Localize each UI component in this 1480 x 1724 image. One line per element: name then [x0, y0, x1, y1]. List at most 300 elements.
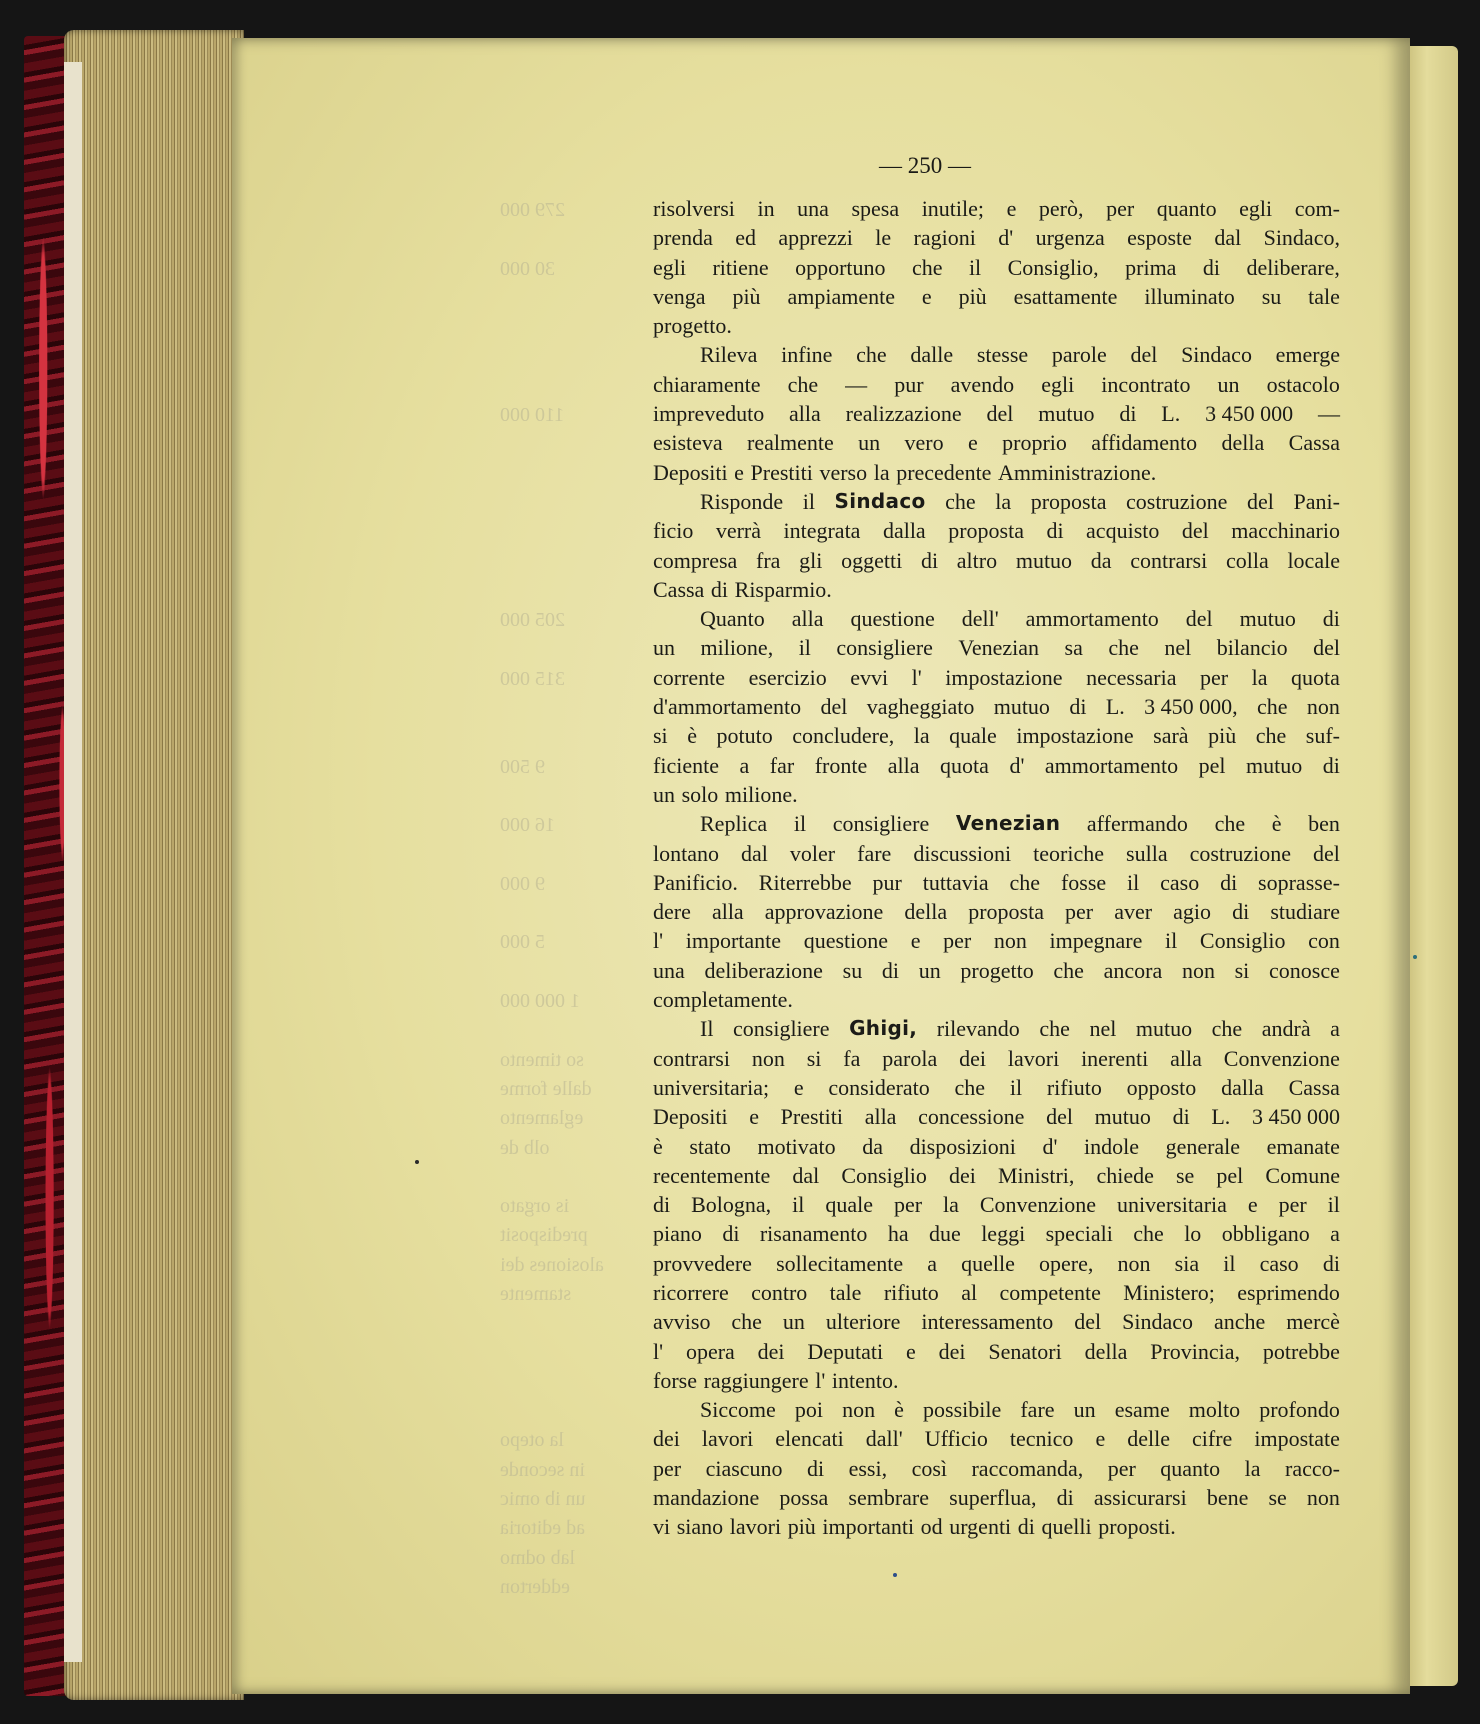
- next-page-edge: [1410, 46, 1458, 1686]
- word: a: [1330, 1221, 1340, 1247]
- word: nel: [1164, 635, 1192, 661]
- word: non: [842, 1397, 876, 1423]
- text-line: [653, 663, 1340, 692]
- word: urgenza: [1035, 225, 1105, 251]
- word: realmente: [747, 430, 834, 456]
- word: il: [1165, 928, 1178, 954]
- word: il: [1327, 1192, 1340, 1218]
- word: Rileva: [700, 342, 758, 368]
- word: voler: [789, 840, 836, 866]
- word: più: [732, 283, 761, 309]
- word: L.: [1161, 401, 1181, 427]
- word: nel: [1089, 1016, 1117, 1042]
- word: forse: [653, 1367, 697, 1393]
- word: 3 450 000,: [1144, 694, 1238, 720]
- word: dal: [1214, 225, 1242, 251]
- word: di: [881, 957, 900, 983]
- word: quelle: [961, 1250, 1015, 1276]
- text-line: [653, 1337, 1340, 1366]
- text-line: [653, 399, 1340, 428]
- word: prenda: [653, 225, 713, 251]
- word: tecnico: [1009, 1426, 1074, 1452]
- word: Cassa: [1288, 1074, 1340, 1100]
- word: del: [1247, 488, 1274, 514]
- word: anche: [1213, 1309, 1266, 1335]
- word: quanto: [1156, 196, 1217, 221]
- word: lavori: [729, 1514, 782, 1540]
- word: che: [1133, 1221, 1164, 1247]
- word: Risparmio.: [734, 576, 832, 602]
- word: ammortamento: [1025, 606, 1159, 632]
- word: quelli: [1041, 1514, 1092, 1540]
- flyleaf: [64, 62, 82, 1662]
- word: impostazione: [1016, 723, 1134, 749]
- word: obbligano: [1221, 1221, 1310, 1247]
- word: importante: [685, 928, 782, 954]
- word: il: [1127, 869, 1140, 895]
- word: e: [1247, 1192, 1258, 1218]
- word: Ufficio: [924, 1426, 988, 1452]
- text-line: [653, 1249, 1340, 1278]
- text-line: [653, 1424, 1340, 1453]
- word: indole: [1084, 1133, 1139, 1159]
- text-line: [653, 546, 1340, 575]
- word: esame: [1114, 1397, 1170, 1423]
- word: del: [820, 694, 848, 720]
- word: la: [995, 488, 1012, 514]
- word: con: [1308, 928, 1340, 954]
- text-line: [653, 575, 1340, 604]
- word: consigliere: [836, 635, 933, 661]
- word: non: [751, 1045, 785, 1071]
- word: Provincia,: [1150, 1338, 1241, 1364]
- word: rilevando: [936, 1016, 1020, 1042]
- word: ben: [1308, 811, 1340, 837]
- word: motivato: [757, 1133, 836, 1159]
- word: del: [1185, 606, 1213, 632]
- word: da: [1090, 547, 1112, 573]
- word: sia: [1174, 1250, 1200, 1276]
- ink-spot: [893, 1573, 897, 1577]
- word: della: [1221, 430, 1265, 456]
- word: di: [1119, 401, 1137, 427]
- word: intento.: [831, 1367, 899, 1393]
- word: contrarsi: [1130, 547, 1208, 573]
- text-line: [653, 1190, 1340, 1219]
- word: dell': [961, 606, 999, 632]
- word: provvedere: [653, 1250, 752, 1276]
- word: fronte: [814, 752, 868, 778]
- word: venga: [653, 283, 706, 309]
- word: potuto: [716, 723, 773, 749]
- word: di: [1202, 254, 1221, 280]
- word: dere: [653, 899, 691, 925]
- word: piano: [653, 1221, 702, 1247]
- word: concessione: [918, 1104, 1025, 1130]
- text-line: [653, 194, 1340, 223]
- word: soprasse-: [1258, 869, 1340, 895]
- word: illuminato: [1144, 283, 1235, 309]
- word: mutuo: [993, 694, 1050, 720]
- word: quota: [940, 752, 989, 778]
- word: risanamento: [759, 1221, 868, 1247]
- word: apprezzi: [778, 225, 853, 251]
- text-line: [653, 1073, 1340, 1102]
- word: del: [1313, 635, 1340, 661]
- text-line: [653, 516, 1340, 545]
- word: dei: [653, 1426, 680, 1452]
- page-number: — 250 —: [879, 153, 971, 178]
- word: il: [793, 811, 807, 837]
- word: consigliere: [733, 1016, 830, 1042]
- word: a: [1330, 1016, 1340, 1042]
- word: verrà: [715, 518, 761, 544]
- text-line: [653, 985, 1340, 1014]
- word: e: [1006, 196, 1017, 221]
- word: un: [653, 781, 675, 807]
- word: della: [904, 899, 948, 925]
- word: del: [1074, 1309, 1102, 1335]
- word: recentemente: [653, 1162, 771, 1188]
- word: Sindaco: [834, 488, 926, 513]
- word: Consiglio: [841, 1162, 927, 1188]
- word: quota: [1291, 664, 1340, 690]
- word: ulteriore: [825, 1309, 901, 1335]
- word: e: [1095, 1426, 1106, 1452]
- word: l': [653, 928, 664, 954]
- word: ricorrere: [653, 1279, 729, 1305]
- word: però,: [1038, 196, 1084, 221]
- word: Ghigi,: [849, 1016, 918, 1041]
- word: emanate: [1266, 1133, 1340, 1159]
- word: proposti.: [1098, 1514, 1176, 1540]
- word: fare: [857, 840, 892, 866]
- text-line: [653, 458, 1340, 487]
- word: inerenti: [1081, 1045, 1149, 1071]
- word: dei: [757, 1338, 785, 1364]
- word: ritiene: [712, 254, 769, 280]
- word: deliberazione: [704, 957, 823, 983]
- ink-spot: [1413, 955, 1417, 959]
- word: avendo: [950, 371, 1015, 397]
- word: un: [858, 430, 881, 456]
- word: evvi: [850, 664, 889, 690]
- word: corrente: [653, 664, 726, 690]
- word: Sindaco,: [1263, 225, 1340, 251]
- word: sollecitamente: [776, 1250, 904, 1276]
- word: di: [722, 1221, 740, 1247]
- text-line: [653, 311, 1340, 340]
- word: pel: [1216, 1162, 1244, 1188]
- text-line: [653, 223, 1340, 252]
- word: non: [1306, 694, 1340, 720]
- text-line: [653, 809, 1340, 838]
- word: pur: [872, 869, 902, 895]
- word: affidamento: [1091, 430, 1198, 456]
- word: e: [910, 928, 921, 954]
- word: è: [653, 1133, 663, 1159]
- word: acquisto: [1086, 518, 1160, 544]
- word: universitaria: [1116, 1192, 1227, 1218]
- word: che: [1255, 723, 1287, 749]
- word: precedente: [896, 459, 992, 485]
- word: suf-: [1305, 723, 1340, 749]
- word: ha: [887, 1221, 909, 1247]
- word: L.: [1211, 1104, 1231, 1130]
- word: L.: [1105, 694, 1125, 720]
- word: proposta: [968, 899, 1044, 925]
- word: alla: [711, 899, 744, 925]
- word: della: [1084, 1338, 1128, 1364]
- word: un: [653, 635, 675, 661]
- text-line: [653, 1219, 1340, 1248]
- word: che: [954, 1074, 986, 1100]
- word: così: [911, 1455, 948, 1481]
- word: che: [856, 342, 887, 368]
- word: e: [734, 459, 744, 485]
- word: a: [739, 752, 750, 778]
- word: e: [967, 430, 978, 456]
- word: agio: [1173, 899, 1212, 925]
- word: raccomanda,: [971, 1455, 1084, 1481]
- word: Quanto: [700, 606, 765, 632]
- word: chiaramente: [653, 371, 761, 397]
- word: pur: [894, 371, 924, 397]
- word: ampiamente: [787, 283, 895, 309]
- word: racco-: [1285, 1455, 1340, 1481]
- word: proposta: [948, 518, 1024, 544]
- word: affermando: [1086, 811, 1188, 837]
- word: di: [807, 1455, 825, 1481]
- word: che: [1039, 1016, 1070, 1042]
- word: un: [1217, 371, 1240, 397]
- word: di: [920, 547, 939, 573]
- word: questione: [803, 928, 889, 954]
- word: mutuo: [1246, 752, 1303, 778]
- word: verso: [819, 459, 868, 485]
- word: Prestiti: [780, 1104, 844, 1130]
- word: quale: [949, 723, 997, 749]
- word: ficiente: [653, 752, 719, 778]
- word: per: [1107, 1455, 1136, 1481]
- word: che: [1108, 635, 1139, 661]
- word: interessamento: [921, 1309, 1054, 1335]
- word: per: [893, 1192, 923, 1218]
- word: di: [1322, 606, 1340, 632]
- word: del: [986, 401, 1014, 427]
- word: da: [862, 1133, 883, 1159]
- word: alla: [791, 606, 824, 632]
- word: inutile;: [921, 196, 985, 221]
- word: necessaria: [1086, 664, 1177, 690]
- word: Sindaco: [1181, 342, 1252, 368]
- word: locale: [1287, 547, 1340, 573]
- word: di: [1069, 694, 1087, 720]
- word: parola: [882, 1045, 938, 1071]
- word: sa: [1064, 635, 1083, 661]
- word: per: [943, 928, 972, 954]
- word: di: [1322, 752, 1340, 778]
- word: che: [911, 254, 943, 280]
- word: ciascuno: [705, 1455, 783, 1481]
- word: impreveduto: [653, 401, 765, 427]
- word: esattamente: [1013, 283, 1118, 309]
- word: costruzione: [1126, 488, 1228, 514]
- word: Venezian: [958, 635, 1040, 661]
- word: per: [1106, 196, 1135, 221]
- word: dalla: [882, 518, 926, 544]
- word: realizzazione: [845, 401, 962, 427]
- word: di: [1232, 899, 1250, 925]
- word: su: [1261, 283, 1282, 309]
- word: al: [961, 1279, 978, 1305]
- word: mandazione: [653, 1485, 760, 1511]
- word: integrata: [783, 518, 861, 544]
- word: Consiglio,: [1007, 254, 1099, 280]
- word: Pani-: [1293, 488, 1340, 514]
- word: un: [1073, 1397, 1096, 1423]
- word: sulla: [1126, 840, 1168, 866]
- word: assicurarsi: [1093, 1485, 1187, 1511]
- page-stack-edges: [64, 30, 244, 1700]
- word: dei: [959, 1045, 986, 1071]
- word: discussioni: [913, 840, 1012, 866]
- word: Riterrebbe: [758, 869, 852, 895]
- word: Replica: [700, 811, 768, 837]
- word: raggiungere: [703, 1367, 809, 1393]
- word: profondo: [1259, 1397, 1340, 1423]
- word: poi: [794, 1397, 823, 1423]
- word: il: [1009, 1074, 1023, 1100]
- text-line: [653, 604, 1340, 633]
- word: che: [1257, 694, 1288, 720]
- word: caso: [1160, 869, 1200, 895]
- word: milione.: [724, 781, 798, 807]
- word: di: [1220, 869, 1238, 895]
- word: contrarsi: [653, 1045, 730, 1071]
- word: bene: [1206, 1485, 1249, 1511]
- word: alla: [887, 752, 920, 778]
- ink-spot: [415, 1160, 419, 1164]
- word: più: [787, 1514, 816, 1540]
- word: urgenti: [949, 1514, 1012, 1540]
- word: ficio: [653, 518, 694, 544]
- word: stesse: [976, 342, 1029, 368]
- word: sembrare: [848, 1485, 930, 1511]
- word: Siccome: [700, 1397, 776, 1423]
- text-line: [653, 780, 1340, 809]
- word: consigliere: [832, 811, 930, 837]
- word: la: [873, 459, 890, 485]
- word: competente: [999, 1279, 1101, 1305]
- text-line: [653, 926, 1340, 955]
- word: oggetti: [841, 547, 903, 573]
- word: Venezian: [955, 811, 1061, 836]
- word: l': [911, 664, 922, 690]
- text-line: [653, 1278, 1340, 1307]
- word: macchinario: [1231, 518, 1340, 544]
- word: Ministero;: [1123, 1279, 1215, 1305]
- text-line: [653, 340, 1340, 369]
- word: mercè: [1286, 1309, 1340, 1335]
- word: la: [1244, 1455, 1261, 1481]
- word: la: [913, 723, 930, 749]
- word: dal: [741, 840, 768, 866]
- word: parole: [1051, 342, 1107, 368]
- word: il: [802, 488, 815, 514]
- word: impostazione: [945, 664, 1063, 690]
- word: mutuo: [1135, 1016, 1193, 1042]
- word: spesa: [851, 196, 900, 221]
- word: Cassa: [1288, 430, 1340, 456]
- word: Comune: [1265, 1162, 1340, 1188]
- text-line: [653, 633, 1340, 662]
- word: d': [998, 225, 1014, 251]
- word: universitaria;: [653, 1074, 770, 1100]
- word: altro: [956, 547, 998, 573]
- word: proprio: [1002, 430, 1067, 456]
- word: costruzione: [1189, 840, 1292, 866]
- word: per: [1278, 1192, 1307, 1218]
- word: risolversi: [653, 196, 735, 221]
- word: l': [815, 1367, 826, 1393]
- text-line: [653, 282, 1340, 311]
- text-line: [653, 692, 1340, 721]
- word: non: [1306, 1485, 1340, 1511]
- word: mutuo: [1239, 606, 1296, 632]
- word: di: [1017, 1514, 1035, 1540]
- text-line: [653, 721, 1340, 750]
- word: ostacolo: [1266, 371, 1340, 397]
- word: non: [1181, 957, 1215, 983]
- word: prima: [1125, 254, 1177, 280]
- word: com-: [1294, 196, 1340, 221]
- word: per: [653, 1455, 682, 1481]
- word: se: [1176, 1162, 1195, 1188]
- word: alla: [1170, 1045, 1202, 1071]
- word: Amministrazione.: [998, 459, 1157, 485]
- text-line: [653, 1014, 1340, 1043]
- word: il: [1223, 1250, 1236, 1276]
- word: stato: [689, 1133, 731, 1159]
- word: a: [927, 1250, 938, 1276]
- text-line: [653, 1044, 1340, 1073]
- word: fra: [756, 547, 781, 573]
- word: un: [918, 957, 941, 983]
- word: di: [1046, 518, 1064, 544]
- word: e: [749, 1104, 759, 1130]
- word: colla: [1225, 547, 1269, 573]
- word: e: [793, 1074, 804, 1100]
- word: che: [945, 488, 976, 514]
- word: dalle: [910, 342, 954, 368]
- word: essi,: [848, 1455, 888, 1481]
- word: ammortamento: [1044, 752, 1179, 778]
- word: leggi: [981, 1221, 1026, 1247]
- word: delle: [1127, 1426, 1170, 1452]
- word: e: [906, 1338, 916, 1364]
- word: un: [782, 1309, 805, 1335]
- show-through-bleed: 279 000 30 000 110 000 205 000 315 000 9 500 16 000 9 000 5 000 1 000 000 so timento dalle forme eglamento olb de is orgato predisposit alosiones dei stamente la otepo in seconde un ib omic ad editoria lab odmo edderton: [500, 199, 604, 1598]
- word: se: [1268, 1485, 1287, 1511]
- word: ancora: [1103, 957, 1163, 983]
- text-line: [653, 956, 1340, 985]
- word: possibile: [923, 1397, 1002, 1423]
- word: impostate: [1254, 1426, 1340, 1452]
- word: od: [920, 1514, 943, 1540]
- word: del: [1313, 840, 1340, 866]
- word: impegnare: [1049, 928, 1143, 954]
